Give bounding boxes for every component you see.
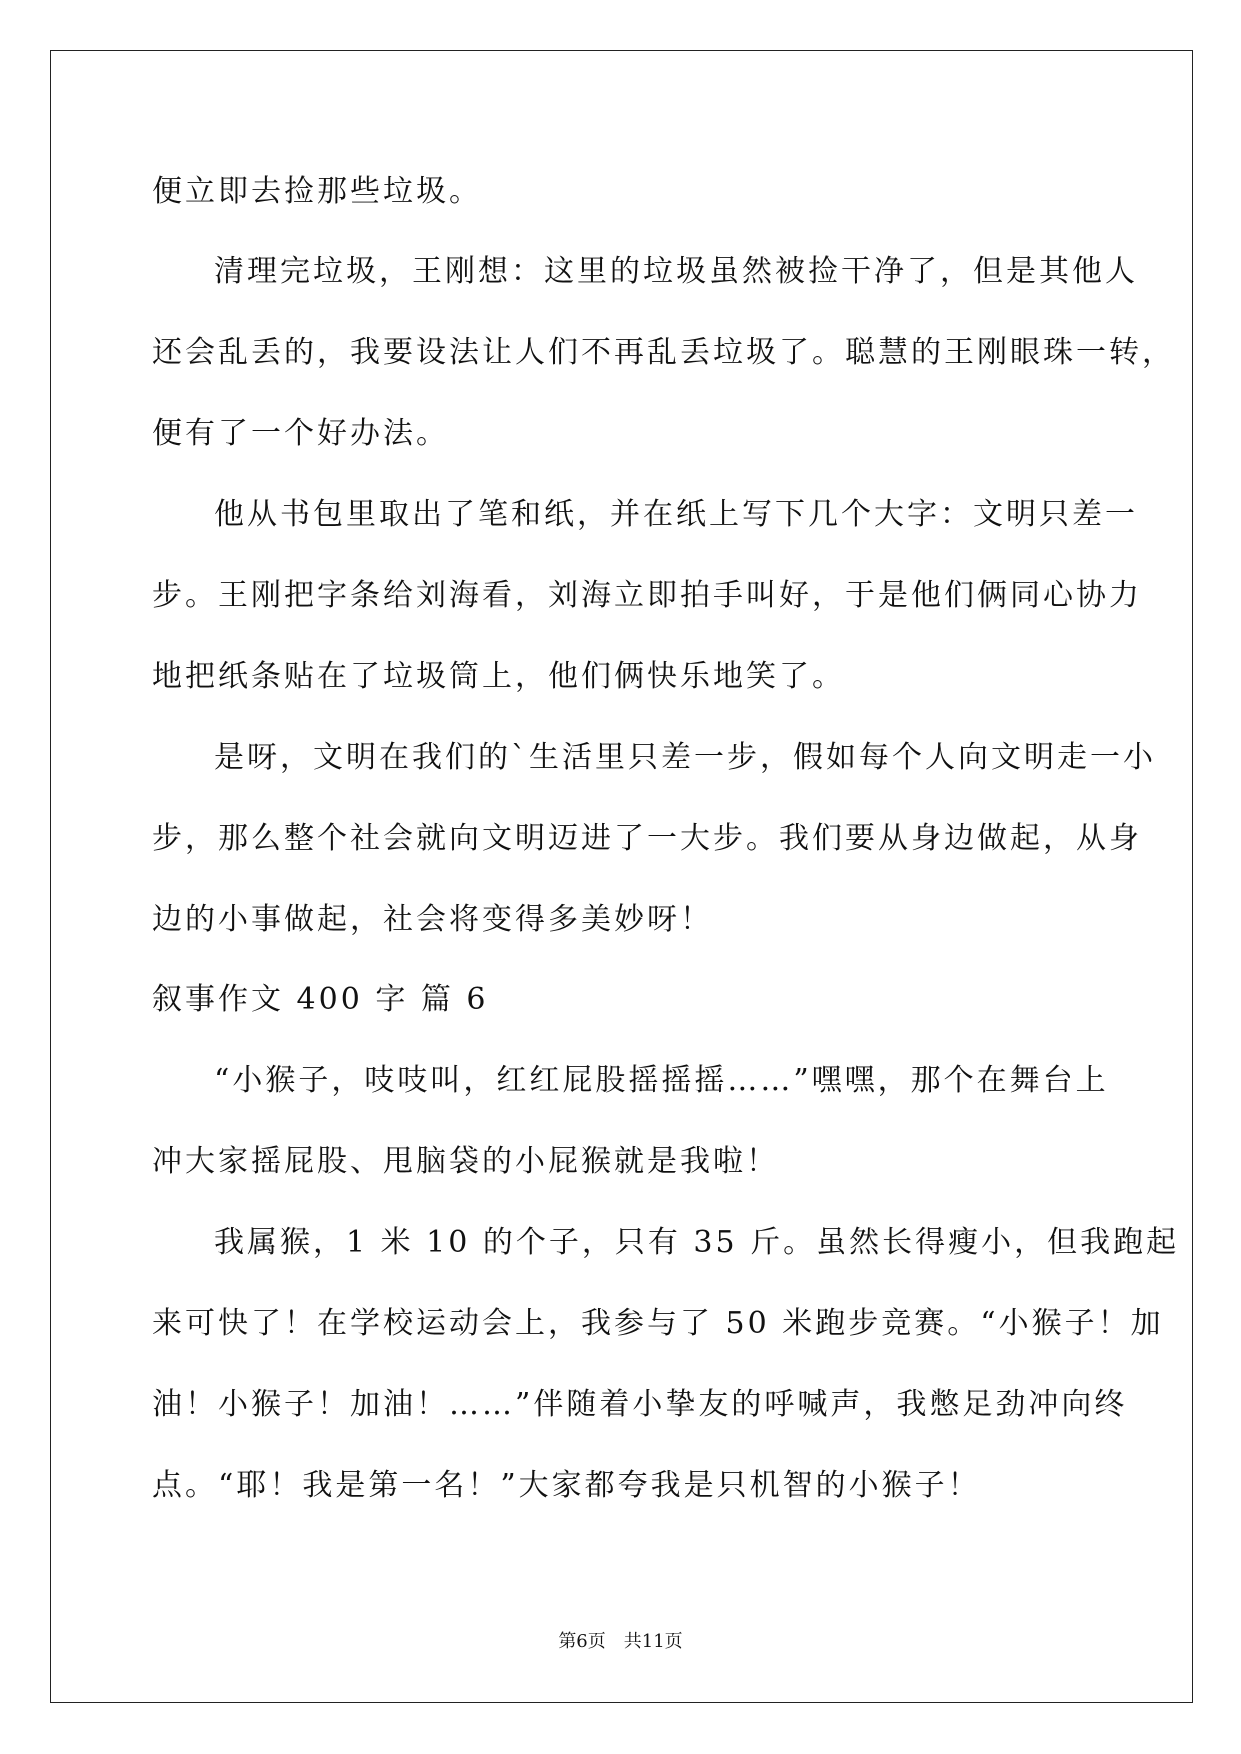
page-total: 共11页	[623, 1631, 683, 1652]
body-line: 点。“耶！我是第一名！”大家都夸我是只机智的小猴子！	[152, 1468, 981, 1503]
body-line: 便有了一个好办法。	[152, 416, 449, 451]
body-line: 地把纸条贴在了垃圾筒上，他们俩快乐地笑了。	[152, 659, 845, 694]
body-line: 步，那么整个社会就向文明迈进了一大步。我们要从身边做起，从身	[152, 821, 1142, 856]
body-line: 我属猴，1 米 10 的个子，只有 35 斤。虽然长得瘦小，但我跑起	[214, 1225, 1180, 1260]
body-line: 他从书包里取出了笔和纸，并在纸上写下几个大字：文明只差一	[214, 497, 1138, 532]
page-border	[50, 50, 1193, 1703]
body-line: 便立即去捡那些垃圾。	[152, 174, 482, 209]
body-line: 冲大家摇屁股、甩脑袋的小屁猴就是我啦！	[152, 1144, 779, 1179]
body-line: 步。王刚把字条给刘海看，刘海立即拍手叫好，于是他们俩同心协力	[152, 578, 1142, 613]
body-line: “小猴子，吱吱叫，红红屁股摇摇摇……”嘿嘿，那个在舞台上	[214, 1063, 1109, 1098]
body-line: 来可快了！在学校运动会上，我参与了 50 米跑步竞赛。“小猴子！加	[152, 1306, 1164, 1341]
body-line: 是呀，文明在我们的`生活里只差一步，假如每个人向文明走一小	[214, 740, 1156, 775]
page-footer	[0, 1630, 1241, 1654]
section-heading: 叙事作文 400 字 篇 6	[152, 982, 489, 1017]
page-number: 第6页	[558, 1631, 606, 1652]
body-line: 边的小事做起，社会将变得多美妙呀！	[152, 902, 713, 937]
body-line: 油！小猴子！加油！……”伴随着小挚友的呼喊声，我憋足劲冲向终	[152, 1387, 1128, 1422]
body-line: 清理完垃圾，王刚想：这里的垃圾虽然被捡干净了，但是其他人	[214, 254, 1138, 289]
body-line: 还会乱丢的，我要设法让人们不再乱丢垃圾了。聪慧的王刚眼珠一转，	[152, 335, 1175, 370]
